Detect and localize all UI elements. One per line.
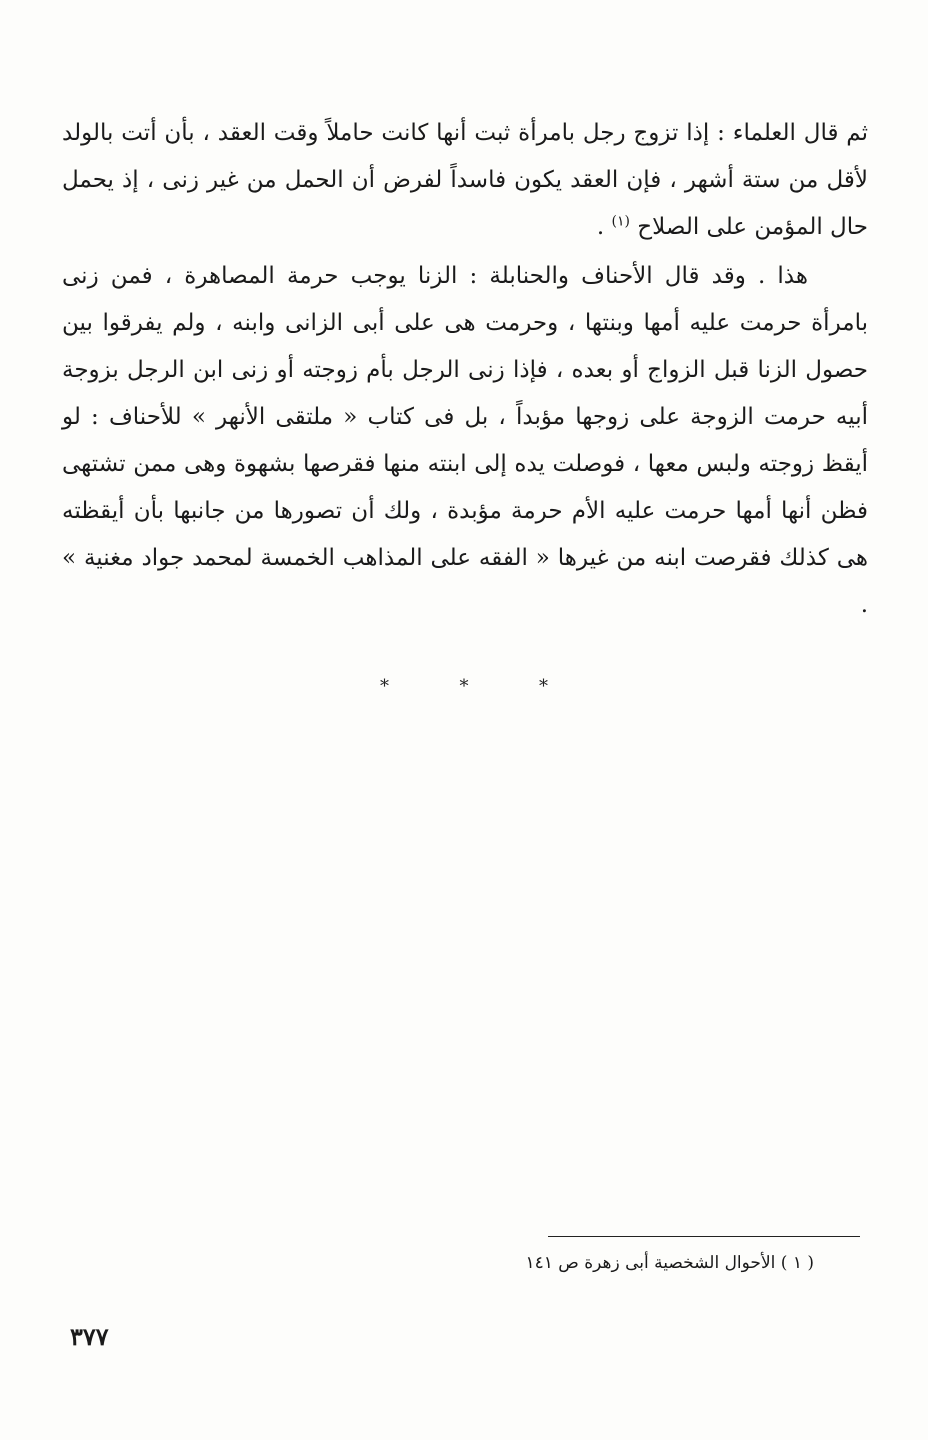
section-separator: [380, 676, 548, 697]
footnote: ( ١ ) الأحوال الشخصية أبى زهرة ص ١٤١: [525, 1253, 814, 1273]
paragraph-1-end: .: [596, 214, 605, 240]
separator-star: *: [459, 676, 469, 697]
paragraph-1-text: ثم قال العلماء : إذا تزوج رجل بامرأة ثبت أنها كانت حاملاً وقت العقد ، بأن أتت بالولد لأقل من ستة أشهر ، فإن العقد يكون فاسداً لفرض أن الحمل من غير زنى ، إذ يحمل حال المؤمن على الصلاح: [62, 120, 868, 240]
paragraph-2: [62, 253, 868, 629]
separator-star: *: [380, 676, 389, 697]
footnote-divider: [548, 1236, 860, 1237]
paragraph-1: [62, 110, 868, 251]
paragraph-2-text: هذا . وقد قال الأحناف والحنابلة : الزنا يوجب حرمة المصاهرة ، فمن زنى بامرأة حرمت عليه أمها وبنتها ، وحرمت هى على أبى الزانى وابنه ، ولم يفرقوا بين حصول الزنا قبل الزواج أو بعده ، فإذا زنى الرجل بأم زوجته أو زنى ابن الرجل بزوجة أبيه حرمت الزوجة على زوجها مؤبداً ، بل فى كتاب « ملتقى الأنهر » للأحناف : لو أيقظ زوجته ولبس معها ، فوصلت يده إلى ابنته منها فقرصها بشهوة وهى ممن تشتهى فظن أنها أمها حرمت عليه الأم حرمة مؤبدة ، ولك أن تصورها من جانبها بأن أيقظته هى كذلك فقرصت ابنه من غيرها « الفقه على المذاهب الخمسة لمحمد جواد مغنية » .: [62, 263, 868, 618]
separator-star: *: [539, 676, 548, 697]
body-text: [62, 110, 868, 629]
page-number: ٣٧٧: [70, 1322, 109, 1351]
footnote-reference: (١): [611, 213, 630, 230]
